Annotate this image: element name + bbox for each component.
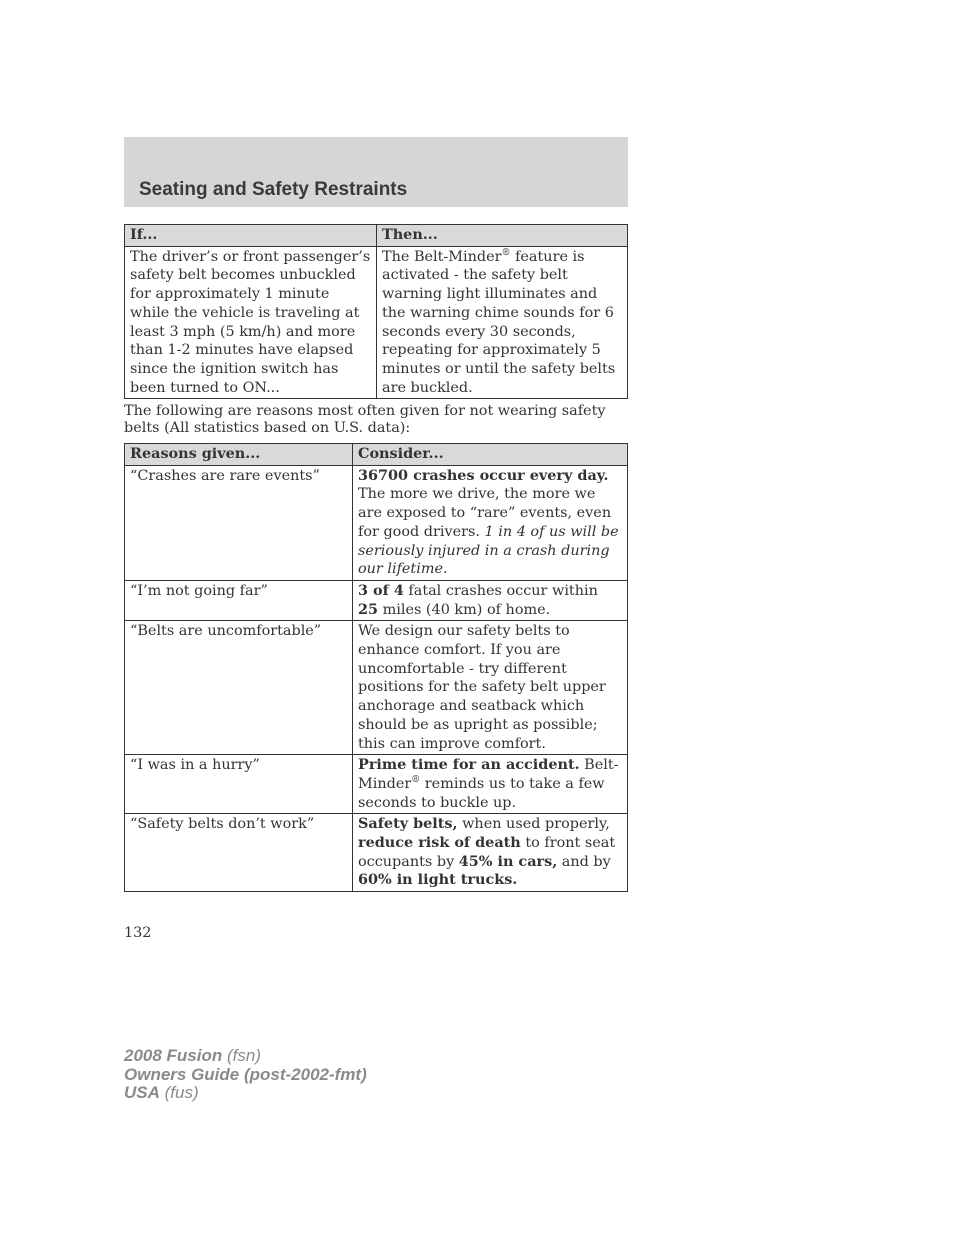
consider-text: to front seat occupants by bbox=[358, 835, 616, 870]
consider-text: and by bbox=[557, 853, 611, 870]
consider-bold: 36700 crashes occur every day. bbox=[358, 466, 609, 484]
consider-cell bbox=[353, 465, 628, 580]
reasons-table bbox=[124, 443, 628, 892]
consider-bold: 25 bbox=[358, 600, 379, 618]
table-header-row bbox=[125, 225, 628, 247]
then-column-header: Then... bbox=[377, 225, 628, 247]
section-header-band bbox=[124, 137, 628, 207]
consider-cell: We design our safety belts to enhance comfort. If you are uncomfortable - try different positions for the safety belt upper anchorage and seatback which should be as upright as possible; this can improve comfort. bbox=[353, 621, 628, 755]
reason-cell: “I’m not going far” bbox=[125, 580, 353, 620]
section-title: Seating and Safety Restraints bbox=[139, 179, 408, 200]
consider-bold: Safety belts, bbox=[358, 815, 458, 833]
consider-italic: 1 in 4 of us will be seriously injured in a crash during our lifetime. bbox=[358, 523, 619, 578]
consider-bold: 3 of 4 bbox=[358, 581, 404, 599]
footer-model-code: (fsn) bbox=[222, 1046, 261, 1065]
reason-cell: “I was in a hurry” bbox=[125, 755, 353, 814]
footer-market-code: (fus) bbox=[159, 1083, 199, 1102]
footer-market: USA bbox=[124, 1083, 160, 1102]
belt-minder-table bbox=[124, 224, 628, 399]
consider-text: Belt-Minder bbox=[358, 757, 619, 792]
footer-guide: Owners Guide (post-2002-fmt) bbox=[124, 1064, 367, 1084]
if-cell: The driver’s or front passenger’s safety belt becomes unbuckled for approximately 1 minute while the vehicle is traveling at least 3 mph (5 km/h) and more than 1-2 minutes have elapsed since the ignition switch has been turned to ON... bbox=[125, 246, 377, 399]
consider-text: miles (40 km) of home. bbox=[378, 601, 551, 618]
table-header-row bbox=[125, 444, 628, 466]
reasons-column-header: Reasons given... bbox=[125, 444, 353, 466]
consider-cell bbox=[353, 755, 628, 814]
table-row bbox=[125, 580, 628, 620]
table-row bbox=[125, 621, 628, 755]
footer-line-3 bbox=[124, 1084, 367, 1103]
document-footer bbox=[124, 1047, 367, 1103]
reason-cell: “Belts are uncomfortable” bbox=[125, 621, 353, 755]
if-column-header: If... bbox=[125, 225, 377, 247]
page-number: 132 bbox=[124, 925, 152, 941]
consider-bold: reduce risk of death bbox=[358, 834, 521, 852]
footer-line-1 bbox=[124, 1047, 367, 1066]
registered-mark: ® bbox=[411, 775, 421, 786]
reason-cell: “Crashes are rare events” bbox=[125, 465, 353, 580]
intro-paragraph: The following are reasons most often given for not wearing safety belts (All statistics based on U.S. data): bbox=[124, 403, 606, 436]
table-row bbox=[125, 465, 628, 580]
footer-line-2 bbox=[124, 1066, 367, 1085]
consider-column-header: Consider... bbox=[353, 444, 628, 466]
table-row bbox=[125, 246, 628, 399]
consider-text: fatal crashes occur within bbox=[403, 582, 598, 599]
then-cell bbox=[377, 246, 628, 399]
table-row bbox=[125, 814, 628, 892]
consider-bold: 60% in light trucks. bbox=[358, 871, 518, 889]
table-row bbox=[125, 755, 628, 814]
consider-bold: Prime time for an accident. bbox=[358, 756, 580, 774]
consider-bold: 45% in cars, bbox=[458, 852, 558, 870]
then-text-post: feature is activated - the safety belt warning light illuminates and the warning chime sounds for 6 seconds every 30 seconds, repeating for approximately 5 minutes or until the safety belts are buckled. bbox=[382, 248, 616, 396]
consider-text: The more we drive, the more we are exposed to “rare” events, even for good drivers. bbox=[358, 486, 612, 540]
consider-text: reminds us to take a few seconds to buckle up. bbox=[358, 775, 605, 811]
then-text-pre: The Belt-Minder bbox=[382, 248, 502, 265]
footer-model: 2008 Fusion bbox=[124, 1046, 223, 1065]
consider-cell bbox=[353, 814, 628, 892]
consider-cell bbox=[353, 580, 628, 620]
consider-text: when used properly, bbox=[457, 816, 610, 833]
reason-cell: “Safety belts don’t work” bbox=[125, 814, 353, 892]
registered-mark: ® bbox=[501, 247, 511, 258]
